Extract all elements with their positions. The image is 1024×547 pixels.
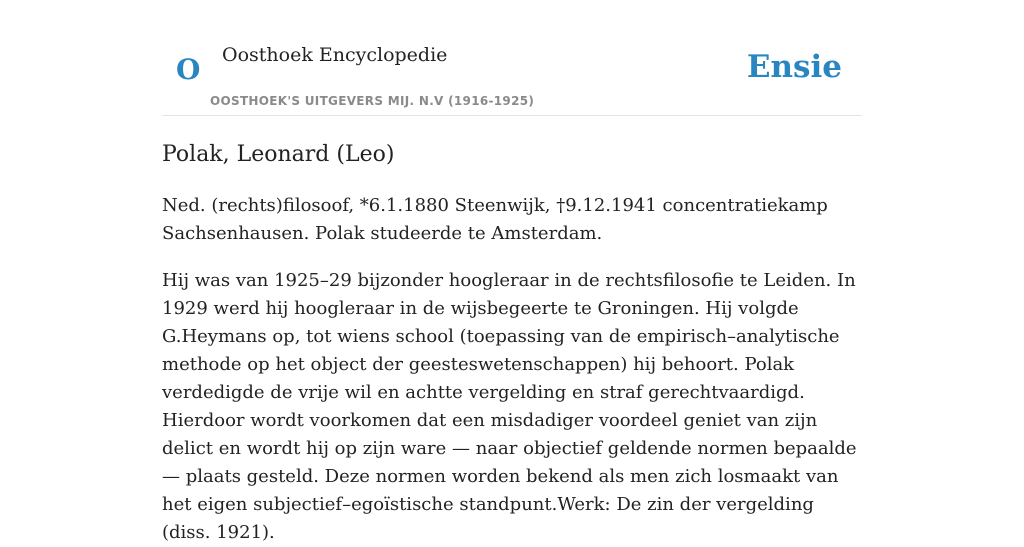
article-paragraph: Ned. (rechts)filosoof, *6.1.1880 Steenwijk, †9.12.1941 concentratiekamp Sachsenhausen. Polak studeerde te Amsterdam.	[162, 195, 828, 244]
publisher-label: OOSTHOEK'S UITGEVERS MIJ. N.V (1916-1925)	[210, 94, 535, 108]
encyclopedia-title-link[interactable]: Oosthoek Encyclopedie	[222, 44, 448, 66]
article-paragraph: Hij was van 1925–29 bijzonder hoogleraar in de rechtsfilosofie te Leiden. In 1929 werd hij hoogleraar in de wijsbegeerte te Groningen. Hij volgde G.Heymans op, tot wiens school (toepassing van de empirisch–analytische methode op het object der geesteswetenschappen) hij behoort. Polak verdedigde de vrije wil en achtte vergelding en straf gerechtvaardigd. Hierdoor wordt voorkomen dat een misdadiger voordeel geniet van zijn delict en wordt hij op zijn ware — naar objectief geldende normen bepaalde — plaats gesteld. Deze normen worden bekend als men zich losmaakt van het eigen subjectief–egoïstische standpunt.Werk: De zin der vergelding (diss. 1921).	[162, 270, 857, 543]
page	[162, 0, 862, 547]
article	[162, 140, 862, 547]
site-header	[162, 0, 862, 116]
encyclopedia-logo[interactable]: O	[176, 53, 201, 86]
article-title: Polak, Leonard (Leo)	[162, 142, 395, 167]
ensie-brand-link[interactable]: Ensie	[746, 49, 842, 85]
